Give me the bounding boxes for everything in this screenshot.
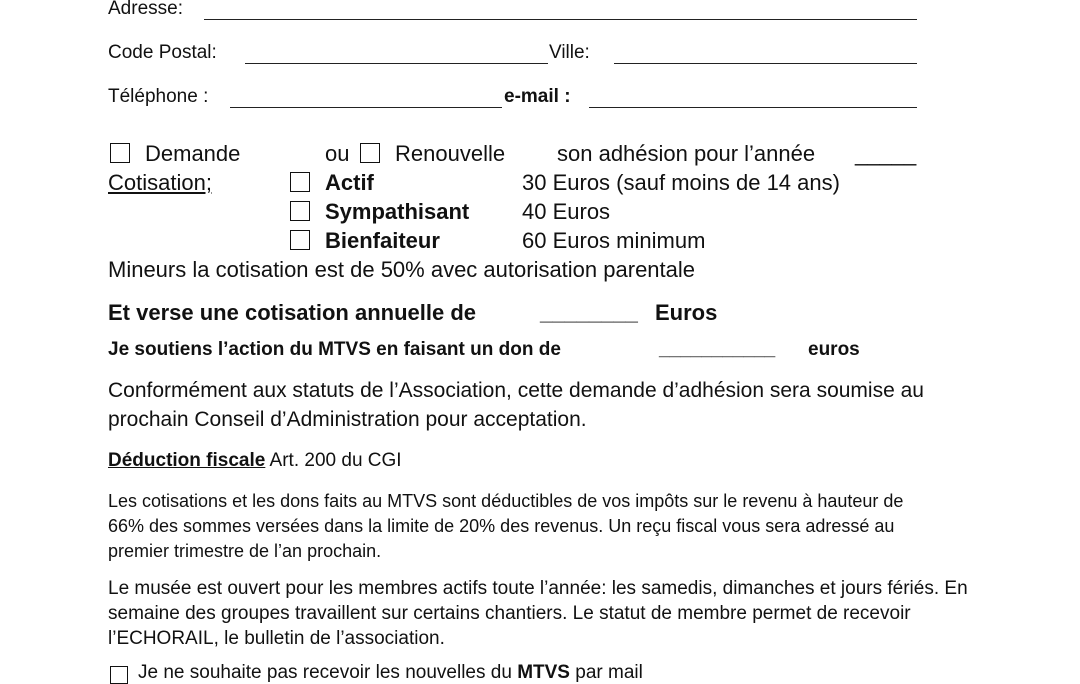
verse-blank[interactable]: ________ [540,300,638,325]
newsletter-prefix: Je ne souhaite pas recevoir les nouvelles du [138,662,518,683]
telephone-field[interactable] [230,107,502,108]
sympathisant-checkbox[interactable] [290,201,310,221]
conformement-paragraph: Conformément aux statuts de l’Association, cette demande d’adhésion sera soumise au prochain Conseil d’Administration pour acceptation. [108,379,924,431]
deduction-reference: Art. 200 du CGI [265,450,402,471]
year-blank[interactable]: _____ [855,141,917,166]
son-adhesion-label: son adhésion pour l’année [557,141,816,166]
don-blank[interactable]: ___________ [659,339,776,360]
sympathisant-price: 40 Euros [522,199,611,224]
don-unit: euros [808,339,860,360]
code-postal-label: Code Postal: [108,42,217,63]
bienfaiteur-label: Bienfaiteur [325,228,440,253]
demande-label: Demande [145,141,241,166]
newsletter-suffix: par mail [569,662,643,683]
don-text: Je soutiens l’action du MTVS en faisant un don de [108,339,561,360]
newsletter-brand: MTVS [517,662,570,683]
actif-checkbox[interactable] [290,172,310,192]
email-field[interactable] [589,107,917,108]
ville-field[interactable] [614,63,917,64]
renouvelle-checkbox[interactable] [360,143,380,163]
cotisation-label: Cotisation; [108,170,212,195]
code-postal-field[interactable] [245,63,548,64]
bienfaiteur-checkbox[interactable] [290,230,310,250]
newsletter-checkbox[interactable] [110,666,128,684]
demande-checkbox[interactable] [110,143,130,163]
adresse-label: Adresse: [108,0,183,19]
verse-text: Et verse une cotisation annuelle de [108,300,476,325]
ou-label: ou [325,141,350,166]
ville-label: Ville: [549,42,590,63]
sympathisant-label: Sympathisant [325,199,470,224]
actif-price: 30 Euros (sauf moins de 14 ans) [522,170,840,195]
deduction-paragraph: Les cotisations et les dons faits au MTVS sont déductibles de vos impôts sur le revenu à hauteur de 66% des sommes versées dans la limite de 20% des revenus. Un reçu fiscal vous sera adressé au premier trimestre de l’an prochain. [108,491,904,561]
verse-unit: Euros [655,300,718,325]
bienfaiteur-price: 60 Euros minimum [522,228,706,253]
telephone-label: Téléphone : [108,86,209,107]
deduction-heading [108,450,402,472]
mineurs-note: Mineurs la cotisation est de 50% avec autorisation parentale [108,257,696,282]
musee-paragraph: Le musée est ouvert pour les membres actifs toute l’année: les samedis, dimanches et jours fériés. En semaine des groupes travaillent sur certains chantiers. Le statut de membre permet de recevoir l’ECHORAIL, le bulletin de l’association. [108,578,968,649]
adresse-field[interactable] [204,19,917,20]
newsletter-label [138,662,643,684]
email-label: e-mail : [504,86,571,107]
renouvelle-label: Renouvelle [395,141,506,166]
actif-label: Actif [325,170,374,195]
deduction-title: Déduction fiscale [108,450,266,471]
